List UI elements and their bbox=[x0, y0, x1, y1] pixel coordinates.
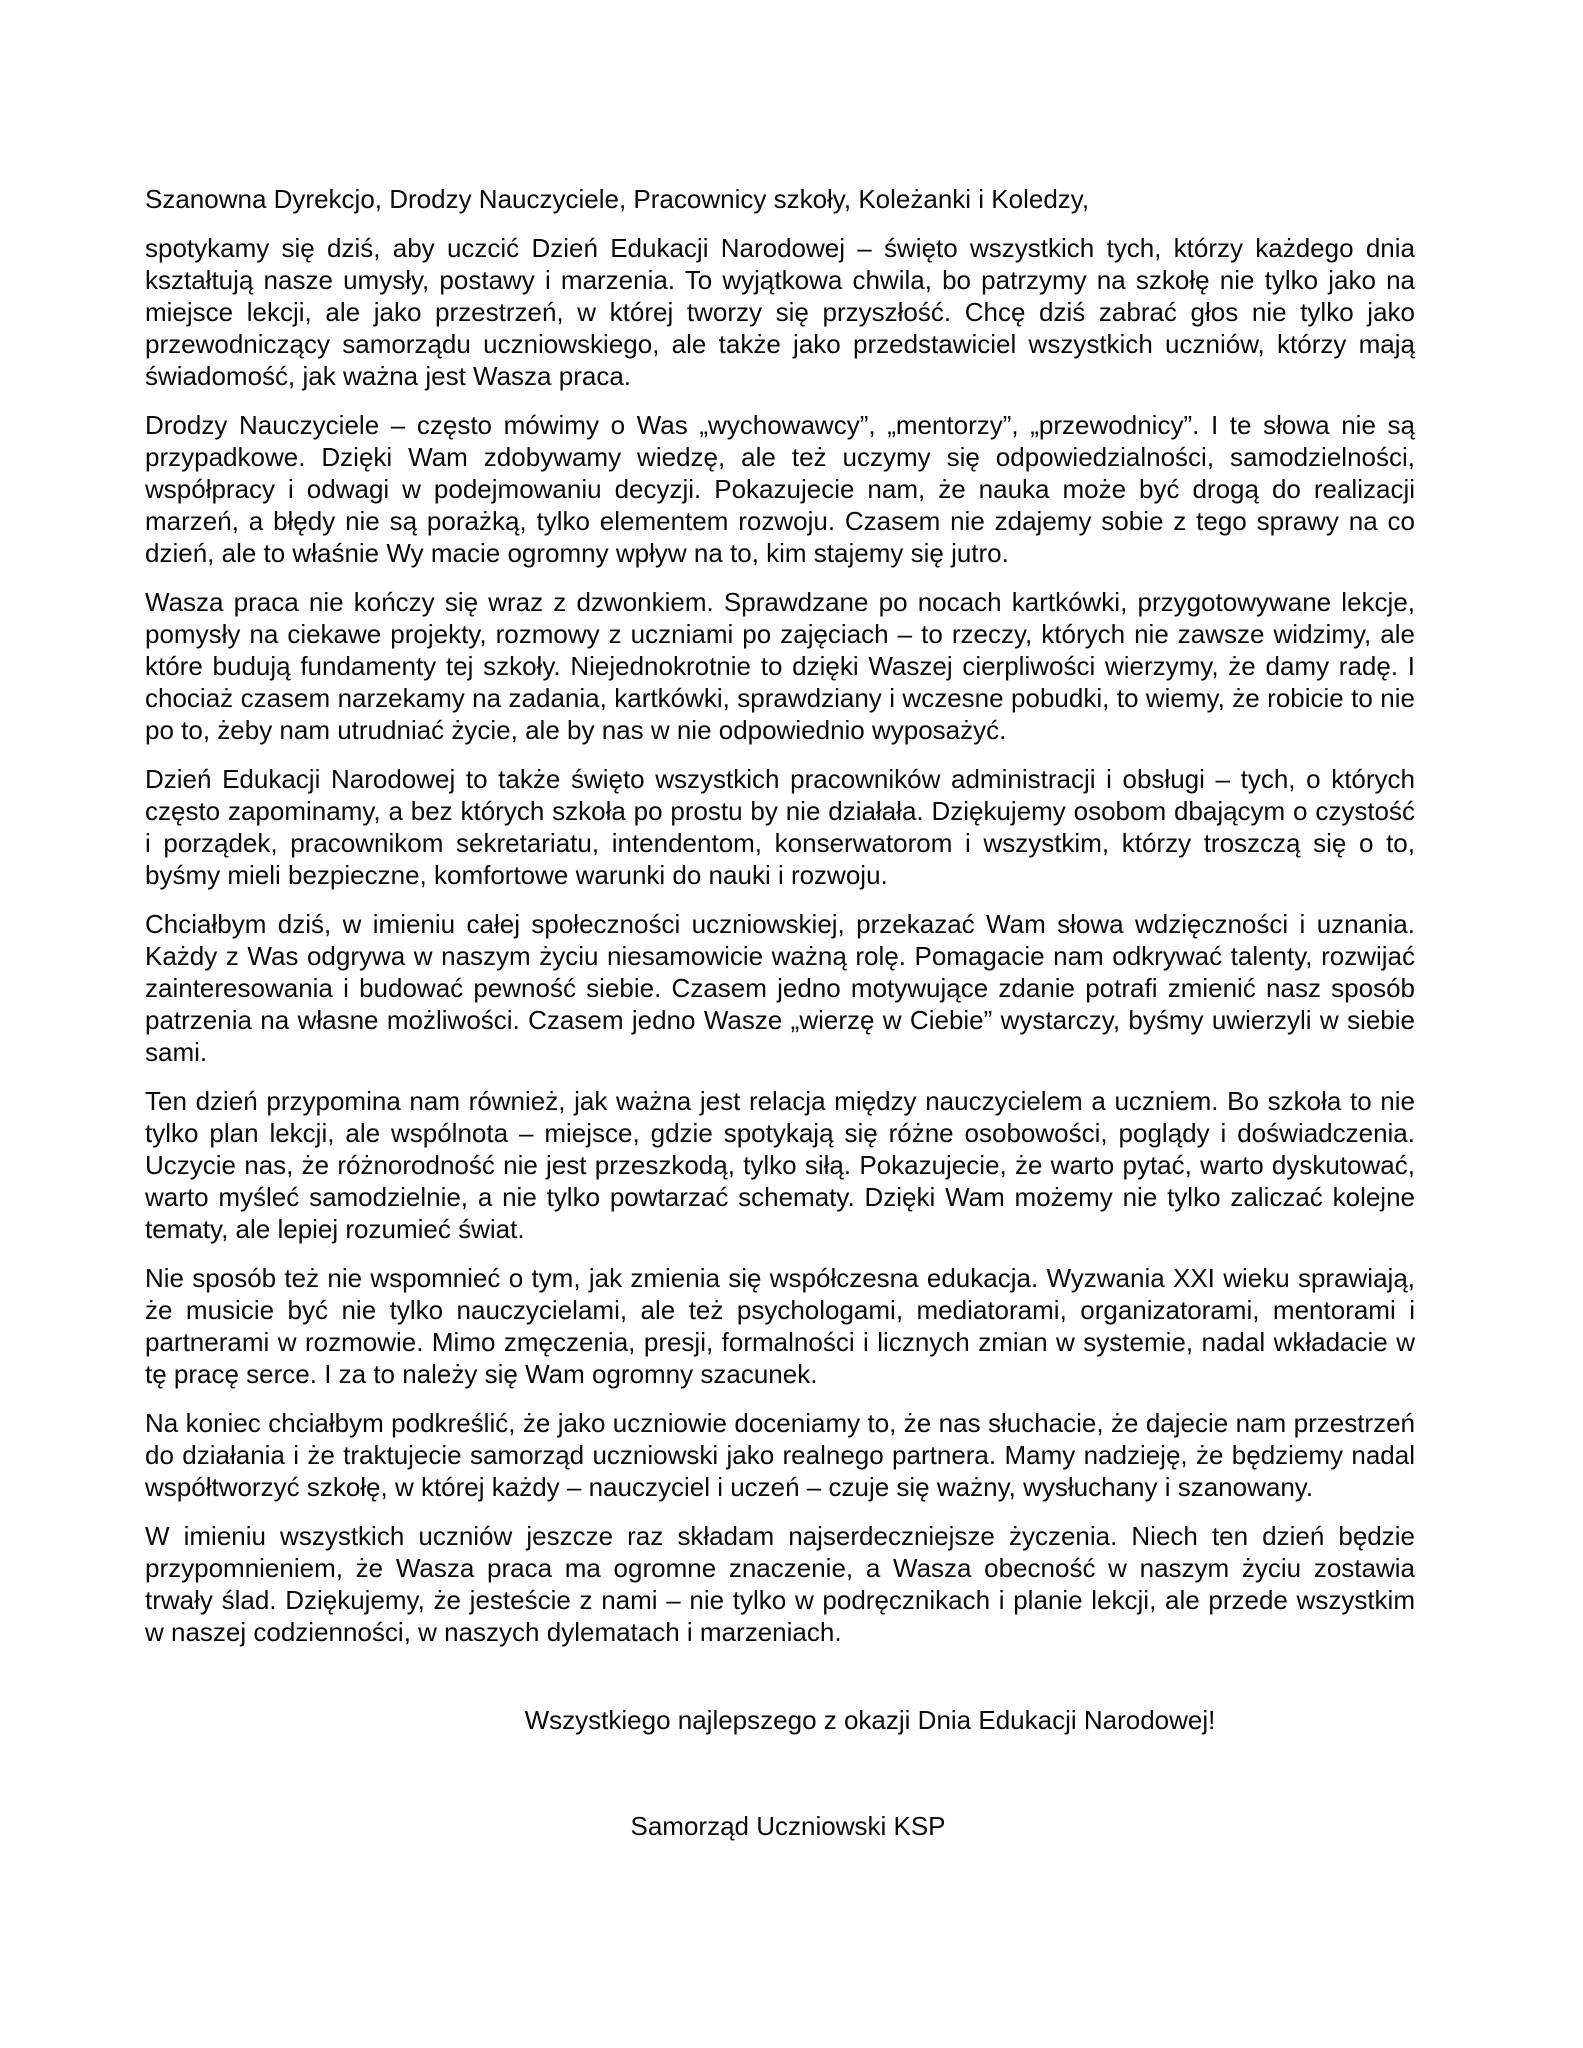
paragraph-7: Nie sposób też nie wspomnieć o tym, jak zmienia się współczesna edukacja. Wyzwania XXI wieku sprawiają, że musicie być nie tylko nauczycielami, ale też psychologami, mediatorami, organizatorami, mentorami i partnerami w rozmowie. Mimo zmęczenia, presji, formalności i licznych zmian w systemie, nadal wkładacie w tę pracę serce. I za to należy się Wam ogromny szacunek. bbox=[145, 1263, 1415, 1389]
greeting-line: Szanowna Dyrekcjo, Drodzy Nauczyciele, Pracownicy szkoły, Koleżanki i Koledzy, bbox=[145, 184, 1090, 214]
paragraph-1: spotykamy się dziś, aby uczcić Dzień Edukacji Narodowej – święto wszystkich tych, którzy każdego dnia kształtują nasze umysły, postawy i marzenia. To wyjątkowa chwila, bo patrzymy na szkołę nie tylko jako na miejsce lekcji, ale jako przestrzeń, w której tworzy się przyszłość. Chcę dziś zabrać głos nie tylko jako przewodniczący samorządu uczniowskiego, ale także jako przedstawiciel wszystkich uczniów, którzy mają świadomość, jak ważna jest Wasza praca. bbox=[145, 233, 1415, 391]
paragraph-9: W imieniu wszystkich uczniów jeszcze raz składam najserdeczniejsze życzenia. Niech ten dzień będzie przypomnieniem, że Wasza praca ma ogromne znaczenie, a Wasza obecność w naszym życiu zostawia trwały ślad. Dziękujemy, że jesteście z nami – nie tylko w podręcznikach i planie lekcji, ale przede wszystkim w naszej codzienności, w naszych dylematach i marzeniach. bbox=[145, 1521, 1415, 1647]
paragraph-8: Na koniec chciałbym podkreślić, że jako uczniowie doceniamy to, że nas słuchacie, że dajecie nam przestrzeń do działania i że traktujecie samorząd uczniowski jako realnego partnera. Mamy nadzieję, że będziemy nadal współtworzyć szkołę, w której każdy – nauczyciel i uczeń – czuje się ważny, wysłuchany i szanowany. bbox=[145, 1408, 1415, 1502]
signature-line: Samorząd Uczniowski KSP bbox=[630, 1811, 946, 1841]
paragraph-2: Drodzy Nauczyciele – często mówimy o Was „wychowawcy”, „mentorzy”, „przewodnicy”. I te słowa nie są przypadkowe. Dzięki Wam zdobywamy wiedzę, ale też uczymy się odpowiedzialności, samodzielności, współpracy i odwagi w podejmowaniu decyzji. Pokazujecie nam, że nauka może być drogą do realizacji marzeń, a błędy nie są porażką, tylko elementem rozwoju. Czasem nie zdajemy sobie z tego sprawy na co dzień, ale to właśnie Wy macie ogromny wpływ na to, kim stajemy się jutro. bbox=[145, 410, 1415, 568]
paragraph-6: Ten dzień przypomina nam również, jak ważna jest relacja między nauczycielem a uczniem. Bo szkoła to nie tylko plan lekcji, ale wspólnota – miejsce, gdzie spotykają się różne osobowości, poglądy i doświadczenia. Uczycie nas, że różnorodność nie jest przeszkodą, tylko siłą. Pokazujecie, że warto pytać, warto dyskutować, warto myśleć samodzielnie, a nie tylko powtarzać schematy. Dzięki Wam możemy nie tylko zaliczać kolejne tematy, ale lepiej rozumieć świat. bbox=[145, 1086, 1415, 1244]
paragraph-3: Wasza praca nie kończy się wraz z dzwonkiem. Sprawdzane po nocach kartkówki, przygotowywane lekcje, pomysły na ciekawe projekty, rozmowy z uczniami po zajęciach – to rzeczy, których nie zawsze widzimy, ale które budują fundamenty tej szkoły. Niejednokrotnie to dzięki Waszej cierpliwości wierzymy, że damy radę. I chociaż czasem narzekamy na zadania, kartkówki, sprawdziany i wczesne pobudki, to wiemy, że robicie to nie po to, żeby nam utrudniać życie, ale by nas w nie odpowiednio wyposażyć. bbox=[145, 587, 1415, 745]
paragraph-4: Dzień Edukacji Narodowej to także święto wszystkich pracowników administracji i obsługi – tych, o których często zapominamy, a bez których szkoła po prostu by nie działała. Dziękujemy osobom dbającym o czystość i porządek, pracownikom sekretariatu, intendentom, konserwatorom i wszystkim, którzy troszczą się o to, byśmy mieli bezpieczne, komfortowe warunki do nauki i rozwoju. bbox=[145, 764, 1415, 890]
paragraph-5: Chciałbym dziś, w imieniu całej społeczności uczniowskiej, przekazać Wam słowa wdzięczności i uznania. Każdy z Was odgrywa w naszym życiu niesamowicie ważną rolę. Pomagacie nam odkrywać talenty, rozwijać zainteresowania i budować pewność siebie. Czasem jedno motywujące zdanie potrafi zmienić nasz sposób patrzenia na własne możliwości. Czasem jedno Wasze „wierzę w Ciebie” wystarczy, byśmy uwierzyli w siebie sami. bbox=[145, 909, 1415, 1067]
closing-wishes-line: Wszystkiego najlepszego z okazji Dnia Edukacji Narodowej! bbox=[524, 1705, 1216, 1735]
